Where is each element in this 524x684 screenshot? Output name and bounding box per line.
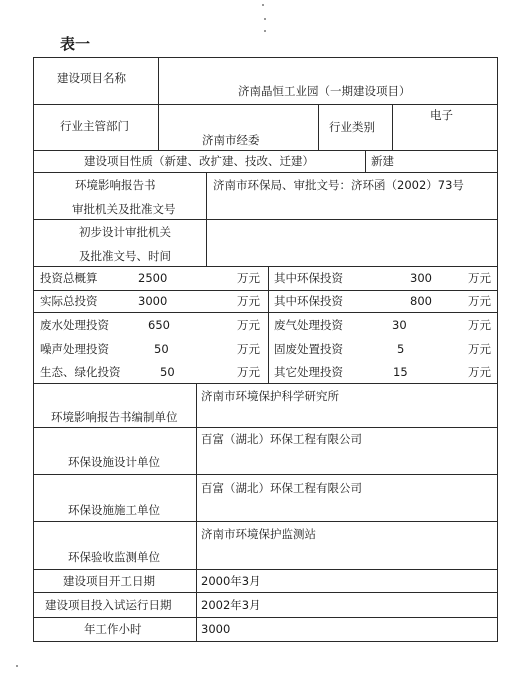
inv-left-label: 生态、绿化投资 (40, 365, 121, 379)
table-border-bottom (33, 641, 498, 642)
inv-right-unit: 万元 (468, 365, 491, 379)
table-border-left (33, 57, 34, 641)
unit-label: 环保设施施工单位 (68, 503, 160, 517)
unit-value: 百富（湖北）环保工程有限公司 (201, 481, 362, 495)
authority-value: 济南市经委 (202, 133, 260, 147)
col-divider (158, 57, 159, 150)
inv-right-label: 其中环保投资 (274, 294, 343, 308)
scan-speck (264, 18, 266, 20)
col-divider (196, 383, 197, 641)
inv-left-unit: 万元 (237, 365, 260, 379)
nature-value: 新建 (371, 154, 394, 168)
inv-left-unit: 万元 (237, 342, 260, 356)
date-label: 年工作小时 (84, 622, 142, 636)
table-border-right (497, 57, 498, 641)
date-label: 建设项目开工日期 (63, 574, 155, 588)
date-value: 3000 (201, 622, 231, 636)
unit-label: 环保验收监测单位 (68, 550, 160, 564)
prelim-design-label-2: 及批准文号、时间 (79, 249, 171, 263)
inv-left-label: 实际总投资 (40, 294, 98, 308)
table-border-top (33, 57, 498, 58)
row-divider (33, 617, 498, 618)
inv-right-value: 30 (392, 318, 407, 332)
unit-value: 济南市环境保护科学研究所 (201, 389, 339, 403)
row-divider (33, 383, 498, 384)
row-divider (33, 290, 498, 291)
project-name-value: 济南晶恒工业园（一期建设项目） (238, 84, 411, 98)
category-value: 电子 (430, 108, 453, 122)
inv-left-unit: 万元 (237, 294, 260, 308)
inv-right-unit: 万元 (468, 294, 491, 308)
col-divider (392, 104, 393, 150)
inv-right-unit: 万元 (468, 318, 491, 332)
eia-approval-value: 济南市环保局、审批文号：济环函（2002）73号 (213, 178, 464, 192)
row-divider (33, 521, 498, 522)
inv-left-value: 3000 (138, 294, 168, 308)
inv-right-value: 800 (410, 294, 432, 308)
col-divider (268, 266, 269, 383)
scan-speck (264, 30, 266, 32)
inv-right-unit: 万元 (468, 271, 491, 285)
inv-left-value: 50 (160, 365, 175, 379)
row-divider (33, 219, 498, 220)
row-divider (33, 172, 498, 173)
unit-label: 环境影响报告书编制单位 (51, 410, 178, 424)
unit-label: 环保设施设计单位 (68, 455, 160, 469)
inv-left-value: 2500 (138, 271, 168, 285)
row-divider (33, 474, 498, 475)
inv-right-label: 废气处理投资 (274, 318, 343, 332)
inv-left-label: 废水处理投资 (40, 318, 109, 332)
row-divider (33, 266, 498, 267)
authority-label: 行业主管部门 (60, 119, 129, 133)
inv-right-label: 其它处理投资 (274, 365, 343, 379)
inv-left-label: 投资总概算 (40, 271, 98, 285)
inv-left-value: 50 (154, 342, 169, 356)
inv-right-unit: 万元 (468, 342, 491, 356)
inv-right-value: 300 (410, 271, 432, 285)
col-divider (206, 172, 207, 266)
nature-label: 建设项目性质（新建、改扩建、技改、迁建） (84, 154, 314, 168)
scan-speck (262, 4, 264, 6)
date-value: 2002年3月 (201, 598, 261, 612)
inv-right-value: 5 (397, 342, 405, 356)
row-divider (33, 150, 498, 151)
unit-value: 百富（湖北）环保工程有限公司 (201, 432, 362, 446)
row-divider (33, 592, 498, 593)
inv-left-label: 噪声处理投资 (40, 342, 109, 356)
row-divider (33, 569, 498, 570)
eia-approval-label-1: 环境影响报告书 (75, 178, 156, 192)
row-divider (33, 312, 498, 313)
scan-speck (16, 665, 18, 667)
inv-left-unit: 万元 (237, 318, 260, 332)
date-value: 2000年3月 (201, 574, 261, 588)
row-divider (33, 104, 498, 105)
row-divider (33, 427, 498, 428)
inv-left-value: 650 (148, 318, 170, 332)
inv-right-value: 15 (393, 365, 408, 379)
col-divider (318, 104, 319, 150)
prelim-design-label-1: 初步设计审批机关 (79, 225, 171, 239)
inv-right-label: 固废处置投资 (274, 342, 343, 356)
eia-approval-label-2: 审批机关及批准文号 (72, 202, 176, 216)
table-title: 表一 (60, 35, 91, 53)
date-label: 建设项目投入试运行日期 (45, 598, 172, 612)
inv-left-unit: 万元 (237, 271, 260, 285)
col-divider (365, 150, 366, 172)
inv-right-label: 其中环保投资 (274, 271, 343, 285)
project-name-label: 建设项目名称 (57, 71, 126, 85)
category-label: 行业类别 (329, 120, 375, 134)
unit-value: 济南市环境保护监测站 (201, 527, 316, 541)
